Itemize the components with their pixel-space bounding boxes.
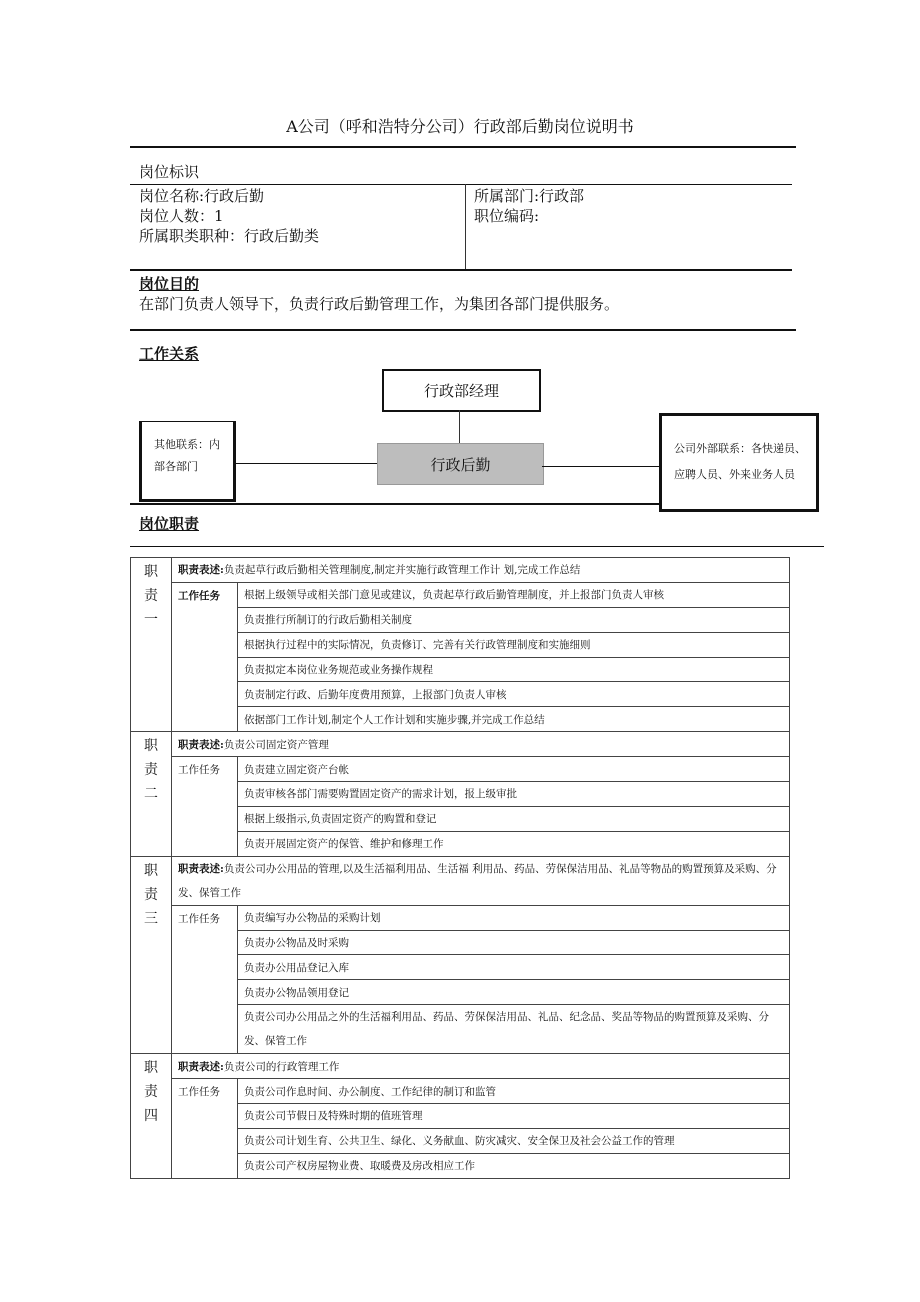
table-row	[131, 757, 790, 782]
internal-contact-box	[139, 421, 236, 502]
task-label: 工作任务	[172, 1079, 238, 1179]
duty-description: 职责表述:负责公司办公用品的管理,以及生活福利用品、生活福 利用品、药品、劳保保洁用品、礼品等物品的购置预算及采购、分发、保管工作	[172, 856, 790, 905]
connector	[459, 410, 460, 443]
internal-contact-line: 其他联系：内	[154, 438, 220, 451]
manager-label: 行政部经理	[423, 382, 499, 400]
department: 所属部门:行政部	[474, 187, 585, 205]
duty-description: 职责表述:负责公司固定资产管理	[172, 732, 790, 757]
duty-description: 职责表述:负责起草行政后勤相关管理制度,制定并实施行政管理工作计 划,完成工作总结	[172, 558, 790, 583]
duty-label: 职 责 三	[131, 856, 172, 1054]
table-row	[131, 1079, 790, 1104]
position-name: 岗位名称:行政后勤	[139, 187, 265, 205]
task-item: 负责建立固定资产台帐	[238, 757, 790, 782]
self-label: 行政后勤	[430, 455, 491, 474]
internal-contact-line: 部各部门	[154, 460, 198, 473]
section-duties-heading: 岗位职责	[139, 515, 200, 533]
external-contact-box	[659, 413, 819, 512]
task-item: 负责公司节假日及特殊时期的值班管理	[238, 1104, 790, 1129]
section-purpose-heading: 岗位目的	[139, 275, 200, 293]
section-relations-heading: 工作关系	[139, 345, 200, 363]
connector	[542, 466, 659, 467]
task-item: 根据上级指示,负责固定资产的购置和登记	[238, 806, 790, 831]
task-item: 负责公司办公用品之外的生活福利用品、药品、劳保保洁用品、礼品、纪念品、奖品等物品的购置预算及采购、分发、保管工作	[238, 1005, 790, 1054]
divider	[130, 546, 824, 547]
task-item: 负责审核各部门需要购置固定资产的需求计划，报上级审批	[238, 782, 790, 807]
table-row	[131, 1054, 790, 1079]
task-label: 工作任务	[172, 905, 238, 1054]
duties-table	[130, 557, 790, 1179]
position-category: 所属职类职种：行政后勤类	[139, 227, 320, 245]
duty-label: 职 责 二	[131, 732, 172, 856]
duty-description: 职责表述:负责公司的行政管理工作	[172, 1054, 790, 1079]
position-count: 岗位人数：1	[139, 207, 224, 225]
task-item: 负责办公物品及时采购	[238, 930, 790, 955]
divider	[130, 329, 796, 331]
duty-label: 职 责 一	[131, 558, 172, 732]
task-item: 负责制定行政、后勤年度费用预算，上报部门负责人审核	[238, 682, 790, 707]
task-item: 负责公司计划生育、公共卫生、绿化、义务献血、防灾减灾、安全保卫及社会公益工作的管理	[238, 1128, 790, 1153]
external-contact-line: 公司外部联系：各快递员、	[674, 442, 806, 455]
task-item: 负责办公用品登记入库	[238, 955, 790, 980]
divider	[130, 184, 792, 185]
task-item: 负责开展固定资产的保管、维护和修理工作	[238, 831, 790, 856]
external-contact-line: 应聘人员、外来业务人员	[674, 468, 795, 481]
page-title: A公司（呼和浩特分公司）行政部后勤岗位说明书	[286, 117, 634, 136]
table-row	[131, 582, 790, 607]
task-item: 负责编写办公物品的采购计划	[238, 905, 790, 930]
task-item: 根据执行过程中的实际情况，负责修订、完善有关行政管理制度和实施细则	[238, 632, 790, 657]
task-item: 负责公司作息时间、办公制度、工作纪律的制订和监管	[238, 1079, 790, 1104]
duty-label: 职 责 四	[131, 1054, 172, 1178]
task-item: 负责办公物品领用登记	[238, 980, 790, 1005]
connector	[236, 463, 377, 464]
divider	[130, 146, 796, 148]
purpose-text: 在部门负责人领导下，负责行政后勤管理工作，为集团各部门提供服务。	[139, 295, 620, 313]
divider	[130, 269, 792, 271]
self-box	[377, 443, 544, 485]
table-row	[131, 856, 790, 905]
task-item: 负责拟定本岗位业务规范或业务操作规程	[238, 657, 790, 682]
task-item: 负责推行所制订的行政后勤相关制度	[238, 607, 790, 632]
table-row	[131, 558, 790, 583]
column-divider	[465, 184, 466, 270]
task-item: 依据部门工作计划,制定个人工作计划和实施步骤,并完成工作总结	[238, 707, 790, 732]
position-code: 职位编码:	[474, 207, 540, 225]
task-label: 工作任务	[172, 757, 238, 857]
table-row	[131, 905, 790, 930]
section-identity-heading: 岗位标识	[139, 163, 200, 181]
task-item: 负责公司产权房屋物业费、取暖费及房改相应工作	[238, 1153, 790, 1178]
task-item: 根据上级领导或相关部门意见或建议，负责起草行政后勤管理制度，并上报部门负责人审核	[238, 582, 790, 607]
divider	[130, 503, 660, 505]
table-row	[131, 732, 790, 757]
manager-box	[382, 369, 541, 412]
task-label: 工作任务	[172, 582, 238, 731]
